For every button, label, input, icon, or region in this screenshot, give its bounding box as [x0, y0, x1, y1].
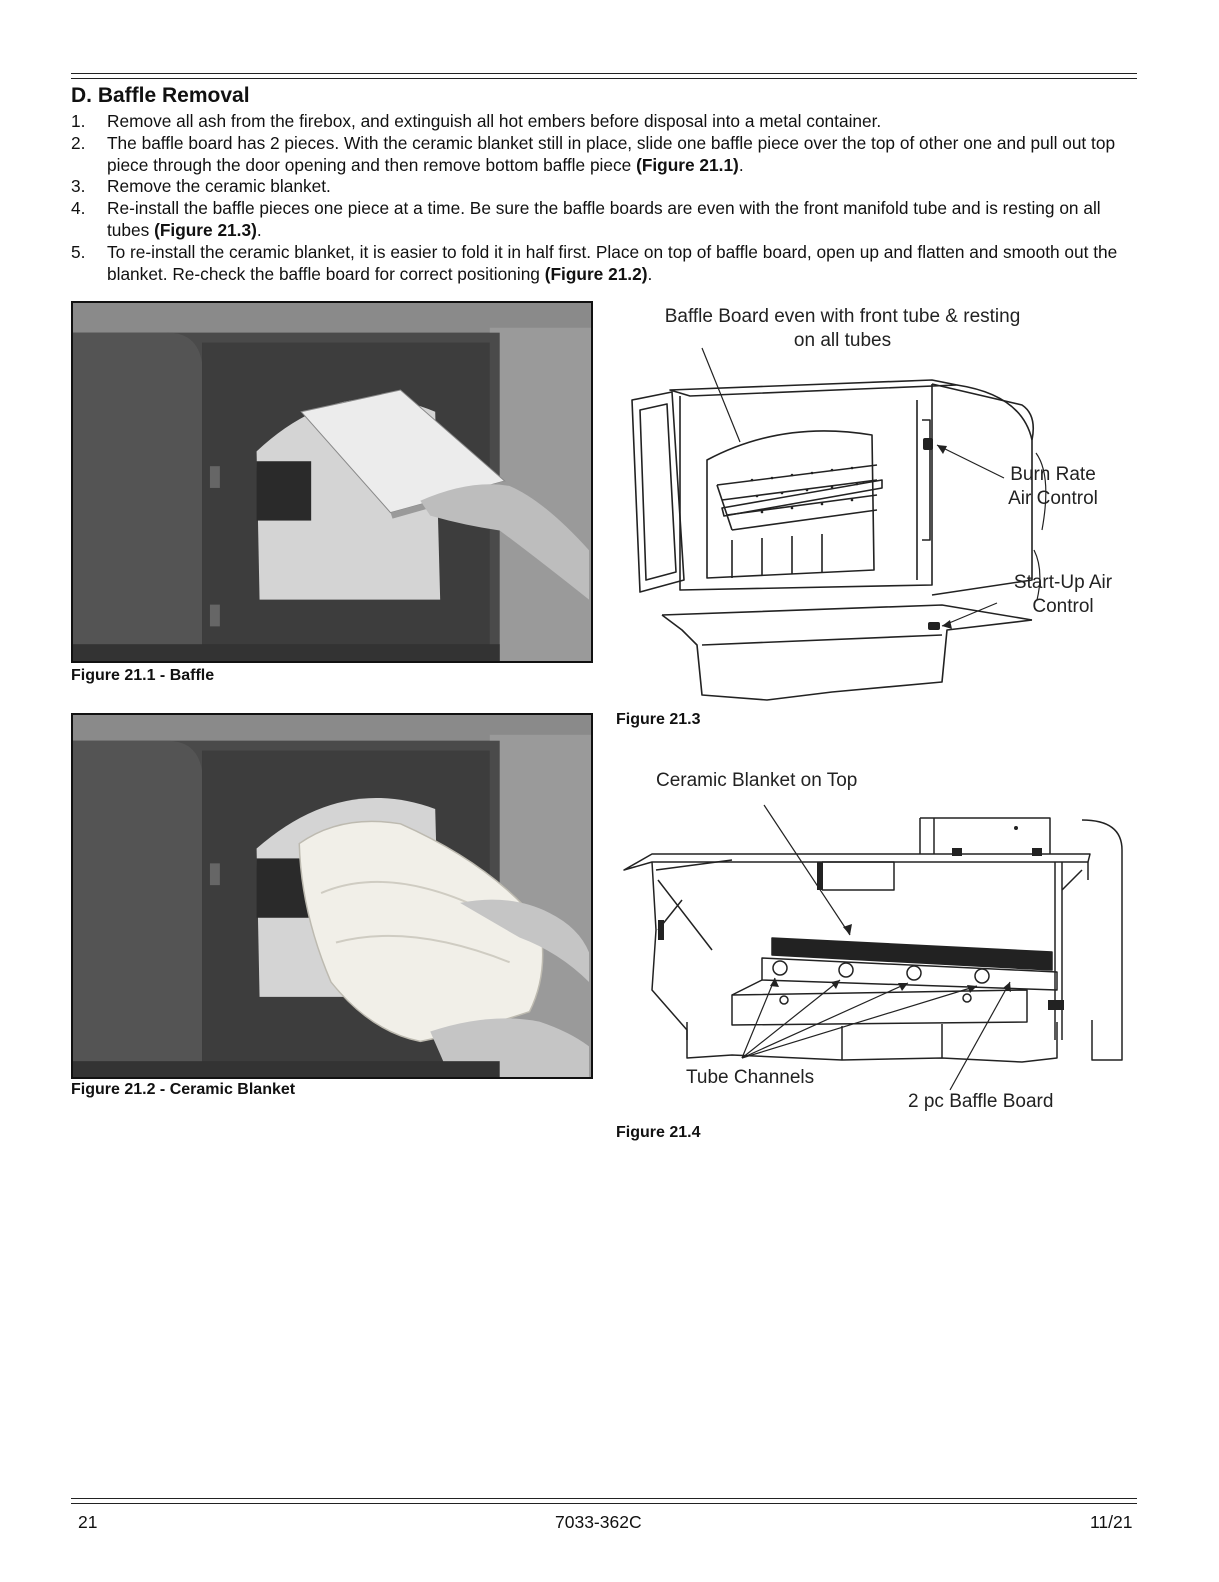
burn-rate-label: Burn Rate Air Control [1008, 464, 1098, 509]
step-item: 1. Remove all ash from the firebox, and extinguish all hot embers before disposal into a metal container. [71, 111, 882, 131]
instruction-steps [71, 111, 1141, 285]
baffle-board-label: Baffle Board even with front tube & resting on all tubes [664, 306, 1021, 351]
baffle-photo [71, 301, 593, 663]
step-item: 5. To re-install the ceramic blanket, it is easier to fold it in half first. Place on top of baffle board, open up and flatten and smooth out the blanket. Re-check the baffle board for correct positioning (Figure 21.2). [71, 241, 1118, 284]
section-heading: D. Baffle Removal [71, 84, 250, 107]
top-rule-1 [71, 73, 1137, 74]
page-number: 21 [78, 1512, 98, 1532]
document-date: 11/21 [1090, 1512, 1133, 1532]
footer-rule-2 [71, 1503, 1137, 1504]
baffle-board-2pc-label: 2 pc Baffle Board [908, 1091, 1054, 1112]
figure-reference: (Figure 21.2) [544, 263, 648, 284]
document-number: 7033-362C [555, 1512, 642, 1532]
figure-21-1-caption: Figure 21.1 - Baffle [71, 667, 215, 684]
top-rule-2 [71, 78, 1137, 79]
step-item: 3. Remove the ceramic blanket. [71, 176, 331, 197]
figure-21-2-caption: Figure 21.2 - Ceramic Blanket [71, 1081, 296, 1098]
step-item: 4. Re-install the baffle pieces one piece at a time. Be sure the baffle boards are even with the front manifold tube and is resting on all tubes (Figure 21.3). [71, 198, 1101, 240]
footer-rule-1 [71, 1498, 1137, 1499]
step-item: 2. The baffle board has 2 pieces. With the ceramic blanket still in place, slide one baffle piece over the top of other one and pull out top piece through the door opening and then remove bottom baffle piece (Figure 21.1). [71, 132, 1116, 175]
figure-21-4-caption: Figure 21.4 [616, 1124, 701, 1141]
figure-21-3-caption: Figure 21.3 [616, 711, 701, 728]
ceramic-blanket-photo [71, 713, 593, 1079]
figure-reference: (Figure 21.3) [154, 219, 257, 240]
tube-channels-label: Tube Channels [686, 1067, 815, 1088]
figure-reference: (Figure 21.1) [636, 154, 739, 175]
ceramic-blanket-label: Ceramic Blanket on Top [656, 770, 858, 791]
startup-air-label: Start-Up Air Control [1013, 572, 1113, 617]
